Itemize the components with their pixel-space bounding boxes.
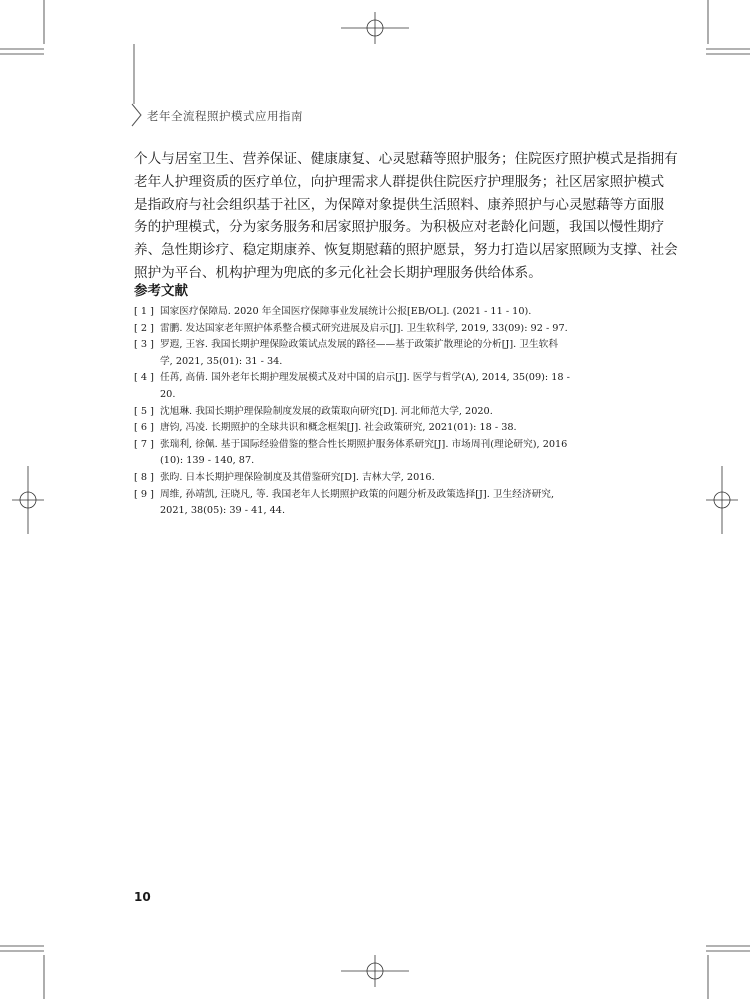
reference-text: 20. [160,388,176,400]
reference-item [134,337,620,370]
registration-mark-left [12,466,44,534]
body-line: 个人与居室卫生、营养保证、健康康复、心灵慰藉等照护服务；住院医疗照护模式是指拥有 [134,151,678,167]
body-line: 老年人护理资质的医疗单位，向护理需求人群提供住院医疗护理服务；社区居家照护模式 [134,173,665,190]
reference-text: 学, 2021, 35(01): 31 - 34. [160,355,283,367]
running-head-title: 老年全流程照护模式应用指南 [147,109,303,123]
reference-item [134,470,620,487]
body-line: 是指政府与社会组织基于社区，为保障对象提供生活照料、康养照护与心灵慰藉等方面服 [134,196,665,213]
registration-mark-top [341,12,409,44]
body-line: 养、急性期诊疗、稳定期康养、恢复期慰藉的照护愿景，努力打造以居家照顾为支撑、社会 [134,242,678,259]
reference-list [134,304,620,520]
chevron-right-icon [131,102,143,128]
crop-mark-top-left [0,0,44,54]
reference-text: 国家医疗保障局. 2020 年全国医疗保障事业发展统计公报[EB/OL]. (2021 - 11 - 10). [160,306,532,317]
reference-number: [ 5 ] [134,405,154,417]
reference-number: [ 4 ] [134,372,154,384]
reference-number: [ 7 ] [134,438,154,450]
crop-mark-top-right [706,0,750,54]
reference-number: [ 3 ] [134,339,154,351]
reference-text: 唐钧, 冯凌. 长期照护的全球共识和概念框架[J]. 社会政策研究, 2021(01): 18 - 38. [160,422,517,434]
page-number: 10 [134,890,151,904]
reference-text: 罗遐, 王容. 我国长期护理保险政策试点发展的路径——基于政策扩散理论的分析[J]. 卫生软科 [160,339,559,351]
reference-item [134,321,620,338]
reference-item [134,437,620,470]
body-line: 务的护理模式，分为家务服务和居家照护服务。为积极应对老龄化问题，我国以慢性期疗 [134,219,665,236]
registration-mark-right [706,466,738,534]
crop-mark-bottom-left [0,946,44,999]
registration-mark-bottom [341,955,409,987]
reference-number: [ 9 ] [134,488,154,500]
reference-text: 周维, 孙靖凯, 汪晓凡, 等. 我国老年人长期照护政策的问题分析及政策选择[J]. 卫生经济研究, [160,488,555,500]
reference-number: [ 6 ] [134,422,154,434]
reference-text: 张瑞利, 徐佩. 基于国际经验借鉴的整合性长期照护服务体系研究[J]. 市场周刊(理论研究), 2016 [160,438,568,450]
reference-text: (10): 139 - 140, 87. [160,455,255,467]
reference-item [134,370,620,403]
reference-item [134,304,620,321]
references-heading: 参考文献 [134,283,188,299]
reference-text: 任苒, 高倩. 国外老年长期护理发展模式及对中国的启示[J]. 医学与哲学(A), 2014, 35(09): 18 - [160,372,570,384]
crop-mark-bottom-right [706,946,750,999]
reference-text: 张昀. 日本长期护理保险制度及其借鉴研究[D]. 吉林大学, 2016. [160,471,435,483]
body-paragraph [134,148,678,285]
reference-item [134,420,620,437]
reference-number: [ 2 ] [134,322,154,334]
reference-text: 雷鹏. 发达国家老年照护体系整合模式研究进展及启示[J]. 卫生软科学, 2019, 33(09): 92 - 97. [160,322,568,334]
reference-item [134,404,620,421]
body-line: 照护为平台、机构护理为兜底的多元化社会长期护理服务供给体系。 [134,264,542,281]
reference-number: [ 1 ] [134,306,154,317]
reference-item [134,487,620,520]
reference-text: 沈旭琳. 我国长期护理保险制度发展的政策取向研究[D]. 河北师范大学, 2020. [160,405,493,417]
reference-number: [ 8 ] [134,471,154,483]
reference-text: 2021, 38(05): 39 - 41, 44. [160,505,286,517]
